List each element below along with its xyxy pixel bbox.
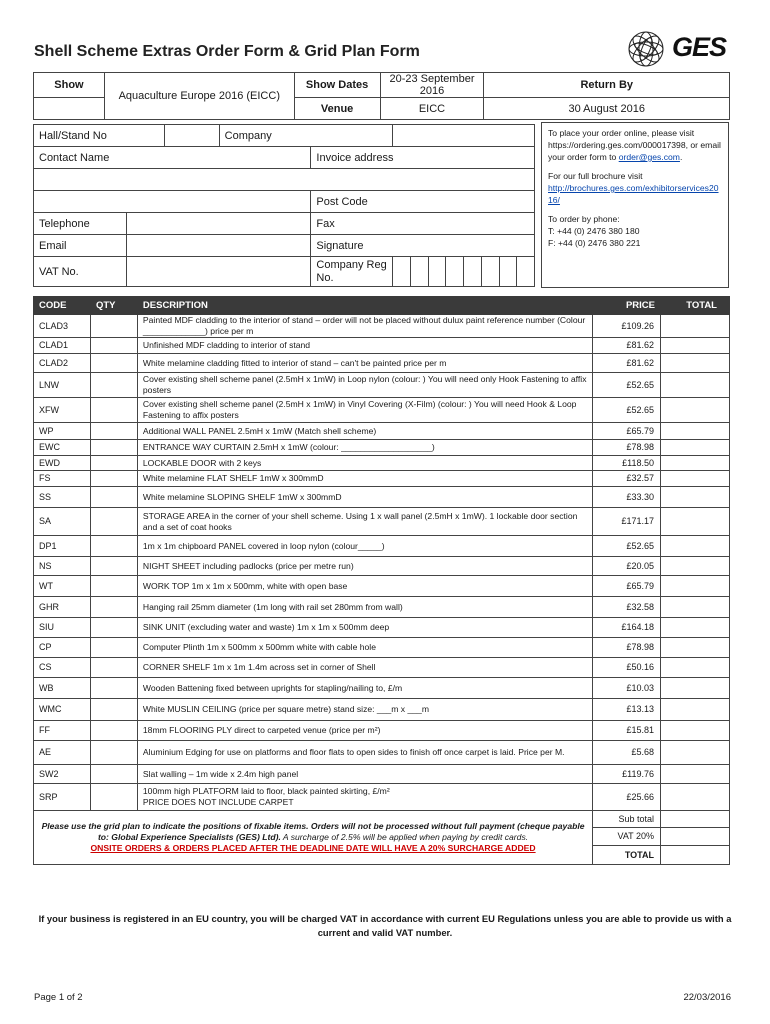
vat-notice: If your business is registered in an EU country, you will be charged VAT in accordance with current EU Regulations unless you are able to provide us with a current and valid VAT number. <box>38 913 732 938</box>
item-price: £50.16 <box>593 658 661 678</box>
item-code: GHR <box>34 597 91 618</box>
company-reg-boxes[interactable] <box>393 257 535 287</box>
phone-number: T: +44 (0) 2476 380 180 <box>548 226 640 236</box>
item-qty-field[interactable] <box>90 597 137 618</box>
footer-note-line2: A surcharge of 2.5% will be applied when paying by credit cards. <box>282 832 529 842</box>
subtotal-field[interactable] <box>661 811 730 828</box>
item-total-field[interactable] <box>661 354 730 373</box>
item-total-field[interactable] <box>661 699 730 721</box>
item-row <box>34 487 730 508</box>
brochure-text: For our full brochure visit <box>548 171 643 181</box>
item-total-field[interactable] <box>661 398 730 423</box>
company-field[interactable] <box>393 125 535 147</box>
item-qty-field[interactable] <box>90 354 137 373</box>
item-qty-field[interactable] <box>90 741 137 765</box>
item-row <box>34 618 730 638</box>
item-price: £13.13 <box>593 699 661 721</box>
subtotal-label: Sub total <box>593 811 661 828</box>
item-price: £78.98 <box>593 638 661 658</box>
qty-header: QTY <box>90 297 137 315</box>
item-row <box>34 315 730 338</box>
item-row <box>34 765 730 784</box>
item-code: CLAD3 <box>34 315 91 338</box>
item-qty-field[interactable] <box>90 557 137 576</box>
item-code: SA <box>34 508 91 536</box>
item-total-field[interactable] <box>661 678 730 699</box>
item-code: CS <box>34 658 91 678</box>
item-row <box>34 576 730 597</box>
item-code: NS <box>34 557 91 576</box>
signature-label: Signature <box>311 235 535 257</box>
item-price: £78.98 <box>593 440 661 456</box>
item-description: Cover existing shell scheme panel (2.5mH x 1mW) in Loop nylon (colour: ) You will need only Hook Fastening to affix posters <box>137 373 592 398</box>
item-description: LOCKABLE DOOR with 2 keys <box>137 456 592 471</box>
item-price: £52.65 <box>593 536 661 557</box>
item-row <box>34 354 730 373</box>
item-row <box>34 721 730 741</box>
item-description: Hanging rail 25mm diameter (1m long with rail set 280mm from wall) <box>137 597 592 618</box>
item-total-field[interactable] <box>661 487 730 508</box>
item-code: CLAD1 <box>34 338 91 354</box>
item-code: SW2 <box>34 765 91 784</box>
item-description: Cover existing shell scheme panel (2.5mH x 1mW) in Vinyl Covering (X-Film) (colour: ) You will need Hook & Loop Fastening to affix posters <box>137 398 592 423</box>
show-value: Aquaculture Europe 2016 (EICC) <box>104 73 294 120</box>
item-price: £20.05 <box>593 557 661 576</box>
period: . <box>679 152 683 162</box>
item-total-field[interactable] <box>661 765 730 784</box>
footer-note <box>34 811 593 865</box>
item-code: XFW <box>34 398 91 423</box>
item-qty-field[interactable] <box>90 576 137 597</box>
item-qty-field[interactable] <box>90 678 137 699</box>
item-qty-field[interactable] <box>90 338 137 354</box>
item-description: STORAGE AREA in the corner of your shell scheme. Using 1 x wall panel (2.5mH x 1mW). 1 lockable door section and a set of coat hooks <box>137 508 592 536</box>
document-date: 22/03/2016 <box>683 992 731 1003</box>
item-qty-field[interactable] <box>90 536 137 557</box>
item-price: £15.81 <box>593 721 661 741</box>
item-code: EWC <box>34 440 91 456</box>
item-code: SIU <box>34 618 91 638</box>
item-total-field[interactable] <box>661 471 730 487</box>
item-price: £10.03 <box>593 678 661 699</box>
item-description: White MUSLIN CEILING (price per square metre) stand size: ___m x ___m <box>137 699 592 721</box>
item-price: £32.58 <box>593 597 661 618</box>
description-header: DESCRIPTION <box>137 297 592 315</box>
item-code: FS <box>34 471 91 487</box>
item-code: WP <box>34 423 91 440</box>
fax-number: F: +44 (0) 2476 380 221 <box>548 238 641 248</box>
item-code: SRP <box>34 784 91 811</box>
return-by-value: 30 August 2016 <box>484 98 730 120</box>
return-by-label: Return By <box>484 73 730 98</box>
item-description: Wooden Battening fixed between uprights for stapling/nailing to, £/m <box>137 678 592 699</box>
item-code: WT <box>34 576 91 597</box>
item-description: SINK UNIT (excluding water and waste) 1m x 1m x 500mm deep <box>137 618 592 638</box>
contact-name-label: Contact Name <box>34 147 311 169</box>
item-qty-field[interactable] <box>90 487 137 508</box>
item-price: £5.68 <box>593 741 661 765</box>
customer-info-table <box>33 124 535 287</box>
item-total-field[interactable] <box>661 638 730 658</box>
address-field[interactable] <box>34 169 535 191</box>
item-row <box>34 398 730 423</box>
order-email-link[interactable]: order@ges.com <box>618 152 680 162</box>
ges-logo <box>624 28 736 70</box>
show-label: Show <box>34 73 105 98</box>
item-description: Additional WALL PANEL 2.5mH x 1mW (Match shell scheme) <box>137 423 592 440</box>
item-row <box>34 508 730 536</box>
item-code: LNW <box>34 373 91 398</box>
item-code: WMC <box>34 699 91 721</box>
item-qty-field[interactable] <box>90 508 137 536</box>
telephone-field[interactable] <box>126 213 311 235</box>
item-description: Painted MDF cladding to the interior of stand – order will not be placed without dulux paint reference number (Colour _____________) price per m <box>137 315 592 338</box>
vat-no-field[interactable] <box>126 257 311 287</box>
item-row <box>34 536 730 557</box>
item-description: 1m x 1m chipboard PANEL covered in loop nylon (colour_____) <box>137 536 592 557</box>
post-code-label: Post Code <box>311 191 535 213</box>
item-total-field[interactable] <box>661 373 730 398</box>
item-description: CORNER SHELF 1m x 1m 1.4m across set in corner of Shell <box>137 658 592 678</box>
item-row <box>34 471 730 487</box>
item-code: DP1 <box>34 536 91 557</box>
item-total-field[interactable] <box>661 741 730 765</box>
item-description: 18mm FLOORING PLY direct to carpeted venue (price per m²) <box>137 721 592 741</box>
item-code: AE <box>34 741 91 765</box>
item-description: Computer Plinth 1m x 500mm x 500mm white with cable hole <box>137 638 592 658</box>
item-price: £33.30 <box>593 487 661 508</box>
item-row <box>34 440 730 456</box>
item-total-field[interactable] <box>661 618 730 638</box>
item-qty-field[interactable] <box>90 440 137 456</box>
code-header: CODE <box>34 297 91 315</box>
item-qty-field[interactable] <box>90 699 137 721</box>
show-blank[interactable] <box>34 98 105 120</box>
item-price: £164.18 <box>593 618 661 638</box>
item-description: WORK TOP 1m x 1m x 500mm, white with open base <box>137 576 592 597</box>
logo-text: GES <box>672 32 727 62</box>
item-qty-field[interactable] <box>90 638 137 658</box>
item-qty-field[interactable] <box>90 471 137 487</box>
item-qty-field[interactable] <box>90 456 137 471</box>
item-price: £52.65 <box>593 398 661 423</box>
item-row <box>34 741 730 765</box>
item-qty-field[interactable] <box>90 315 137 338</box>
hall-stand-field[interactable] <box>164 125 219 147</box>
venue-label: Venue <box>294 98 380 120</box>
item-qty-field[interactable] <box>90 784 137 811</box>
item-qty-field[interactable] <box>90 721 137 741</box>
company-label: Company <box>219 125 393 147</box>
item-qty-field[interactable] <box>90 618 137 638</box>
fax-label: Fax <box>311 213 535 235</box>
vat-field[interactable] <box>661 828 730 846</box>
item-code: CP <box>34 638 91 658</box>
item-row <box>34 373 730 398</box>
item-description: ENTRANCE WAY CURTAIN 2.5mH x 1mW (colour: ___________________) <box>137 440 592 456</box>
item-price: £65.79 <box>593 423 661 440</box>
item-code: WB <box>34 678 91 699</box>
item-price: £81.62 <box>593 354 661 373</box>
item-description: White melamine cladding fitted to interior of stand – can't be painted price per m <box>137 354 592 373</box>
item-qty-field[interactable] <box>90 398 137 423</box>
show-dates-label: Show Dates <box>294 73 380 98</box>
item-description: White melamine SLOPING SHELF 1mW x 300mmD <box>137 487 592 508</box>
total-header: TOTAL <box>661 297 730 315</box>
order-info-box <box>541 122 729 288</box>
blank-field[interactable] <box>34 191 311 213</box>
item-description: Aluminium Edging for use on platforms and floor flats to open sides to finish off once carpet is laid. Price per M. <box>137 741 592 765</box>
item-qty-field[interactable] <box>90 423 137 440</box>
item-qty-field[interactable] <box>90 658 137 678</box>
item-total-field[interactable] <box>661 456 730 471</box>
item-price: £109.26 <box>593 315 661 338</box>
item-price: £171.17 <box>593 508 661 536</box>
vat-label: VAT 20% <box>593 828 661 846</box>
item-row <box>34 557 730 576</box>
vat-no-label: VAT No. <box>34 257 127 287</box>
invoice-address-label: Invoice address <box>311 147 535 169</box>
price-header: PRICE <box>593 297 661 315</box>
online-text: To place your order online, please visit https://ordering.ges.com/000017398, or email your order form to <box>548 128 721 162</box>
item-price: £25.66 <box>593 784 661 811</box>
item-row <box>34 658 730 678</box>
item-total-field[interactable] <box>661 597 730 618</box>
page-title: Shell Scheme Extras Order Form & Grid Plan Form <box>34 43 420 60</box>
item-row <box>34 338 730 354</box>
item-code: FF <box>34 721 91 741</box>
item-total-field[interactable] <box>661 440 730 456</box>
item-total-field[interactable] <box>661 557 730 576</box>
item-total-field[interactable] <box>661 338 730 354</box>
hall-stand-label: Hall/Stand No <box>34 125 165 147</box>
item-qty-field[interactable] <box>90 373 137 398</box>
show-header-table <box>33 72 730 120</box>
page-number: Page 1 of 2 <box>34 992 83 1003</box>
globe-icon <box>624 28 668 70</box>
venue-value: EICC <box>380 98 484 120</box>
company-reg-label: Company Reg No. <box>311 257 393 287</box>
item-description: 100mm high PLATFORM laid to floor, black painted skirting, £/m² PRICE DOES NOT INCLUDE CARPET <box>137 784 592 811</box>
item-total-field[interactable] <box>661 784 730 811</box>
item-row <box>34 423 730 440</box>
item-total-field[interactable] <box>661 423 730 440</box>
item-code: EWD <box>34 456 91 471</box>
item-row <box>34 456 730 471</box>
item-description: Unfinished MDF cladding to interior of stand <box>137 338 592 354</box>
email-label: Email <box>34 235 127 257</box>
item-price: £118.50 <box>593 456 661 471</box>
item-total-field[interactable] <box>661 536 730 557</box>
item-description: Slat walling – 1m wide x 2.4m high panel <box>137 765 592 784</box>
items-table <box>33 296 730 865</box>
footer-note-line1: Please use the grid plan to indicate the positions of fixable items. Orders will not be processed without full payment (cheque payable to: Global Experience Specialists (GES) Ltd). <box>41 821 585 842</box>
phone-label: To order by phone: <box>548 214 620 224</box>
item-price: £52.65 <box>593 373 661 398</box>
item-total-field[interactable] <box>661 658 730 678</box>
item-total-field[interactable] <box>661 576 730 597</box>
item-price: £65.79 <box>593 576 661 597</box>
item-price: £32.57 <box>593 471 661 487</box>
item-row <box>34 638 730 658</box>
item-row <box>34 678 730 699</box>
item-total-field[interactable] <box>661 315 730 338</box>
total-label: TOTAL <box>593 846 661 865</box>
item-total-field[interactable] <box>661 721 730 741</box>
item-description: White melamine FLAT SHELF 1mW x 300mmD <box>137 471 592 487</box>
surcharge-warning: ONSITE ORDERS & ORDERS PLACED AFTER THE DEADLINE DATE WILL HAVE A 20% SURCHARGE ADDED <box>90 843 536 853</box>
item-price: £81.62 <box>593 338 661 354</box>
item-total-field[interactable] <box>661 508 730 536</box>
item-row <box>34 784 730 811</box>
telephone-label: Telephone <box>34 213 127 235</box>
brochure-link[interactable]: http://brochures.ges.com/exhibitorservices2016/ <box>548 183 719 205</box>
item-code: CLAD2 <box>34 354 91 373</box>
show-dates-value: 20-23 September 2016 <box>380 73 484 98</box>
email-field[interactable] <box>126 235 311 257</box>
item-description: NIGHT SHEET including padlocks (price per metre run) <box>137 557 592 576</box>
item-row <box>34 699 730 721</box>
item-price: £119.76 <box>593 765 661 784</box>
total-field[interactable] <box>661 846 730 865</box>
item-code: SS <box>34 487 91 508</box>
item-qty-field[interactable] <box>90 765 137 784</box>
item-row <box>34 597 730 618</box>
